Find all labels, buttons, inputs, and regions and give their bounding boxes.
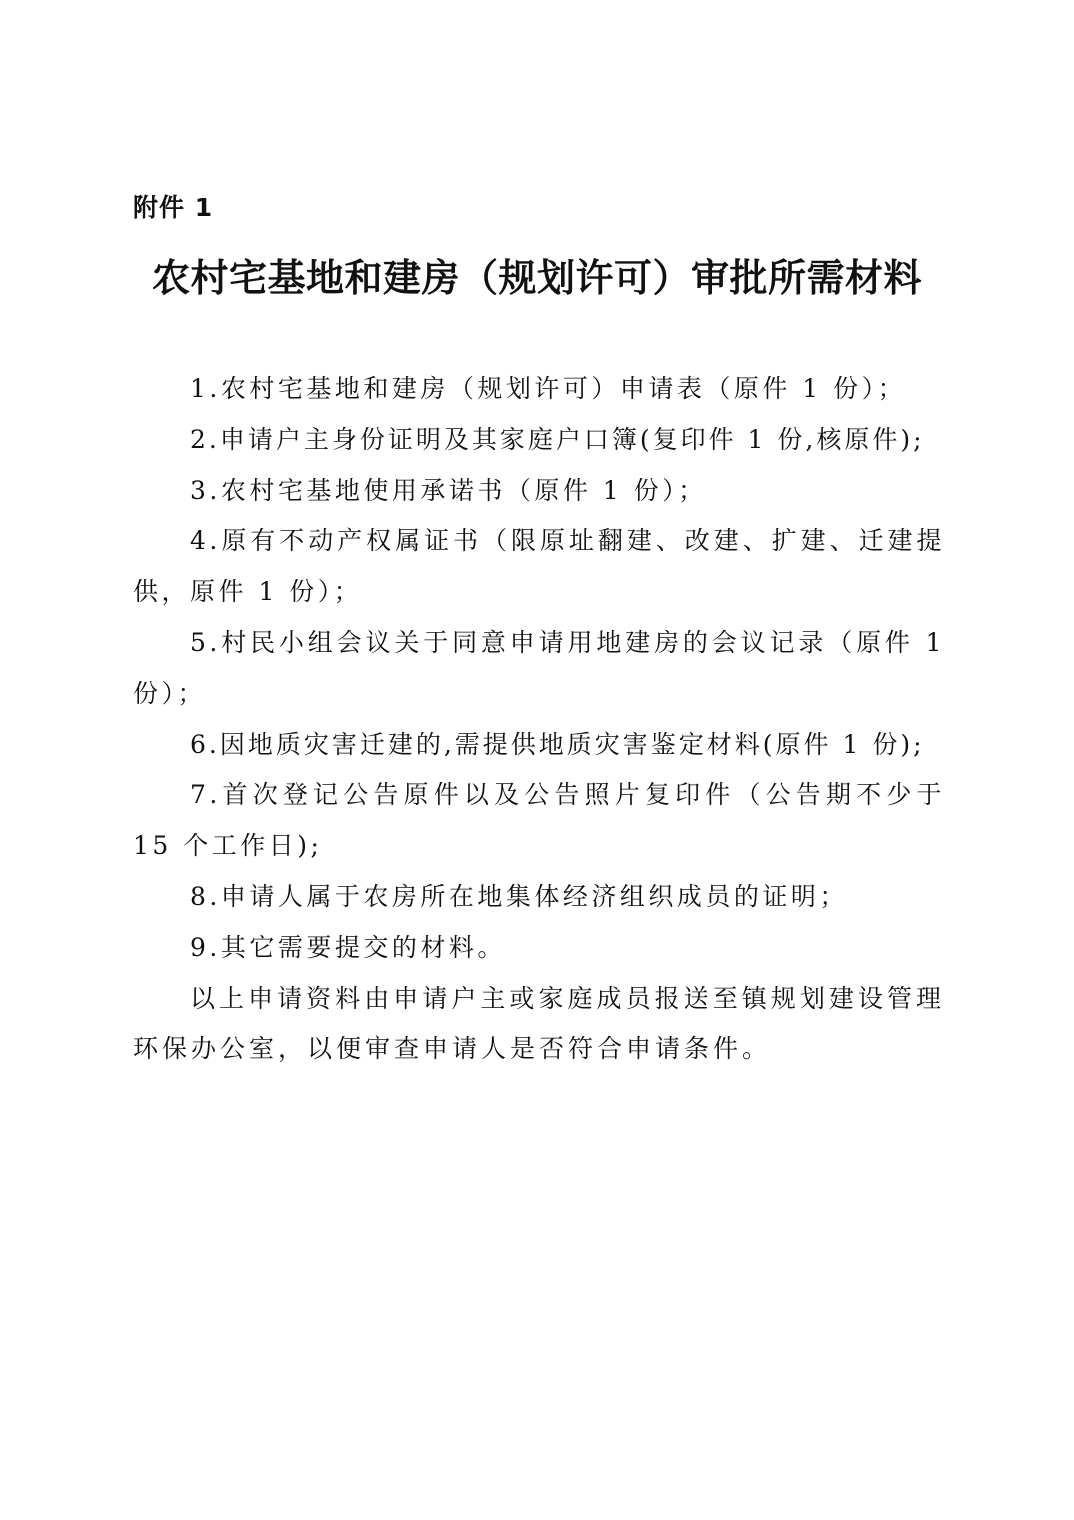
- list-item: 3.农村宅基地使用承诺书（原件 1 份）；: [190, 475, 707, 505]
- attachment-label: 附件 1: [133, 193, 214, 222]
- summary-paragraph: 以上申请资料由申请户主或家庭成员报送至镇规划建设管理环保办公室，以便审查申请人是否符合申请条件。: [133, 983, 945, 1064]
- list-item: 4.原有不动产权属证书（限原址翻建、改建、扩建、迁建提供，原件 1 份）；: [133, 526, 945, 607]
- document-body: [133, 364, 945, 1075]
- list-item: 2.申请户主身份证明及其家庭户口簿(复印件 1 份,核原件);: [190, 424, 925, 454]
- list-item: 1.农村宅基地和建房（规划许可）申请表（原件 1 份）；: [190, 374, 907, 403]
- list-item: 6.因地质灾害迁建的,需提供地质灾害鉴定材料(原件 1 份);: [190, 729, 925, 759]
- list-item: 5.村民小组会议关于同意申请用地建房的会议记录（原件 1 份）；: [133, 627, 945, 708]
- list-item: 8.申请人属于农房所在地集体经济组织成员的证明；: [190, 881, 848, 911]
- list-item: 7.首次登记公告原件以及公告照片复印件（公告期不少于 15 个工作日);: [133, 780, 945, 861]
- list-item: 9.其它需要提交的材料。: [190, 932, 506, 962]
- document-title: 农村宅基地和建房（规划许可）审批所需材料: [151, 255, 922, 300]
